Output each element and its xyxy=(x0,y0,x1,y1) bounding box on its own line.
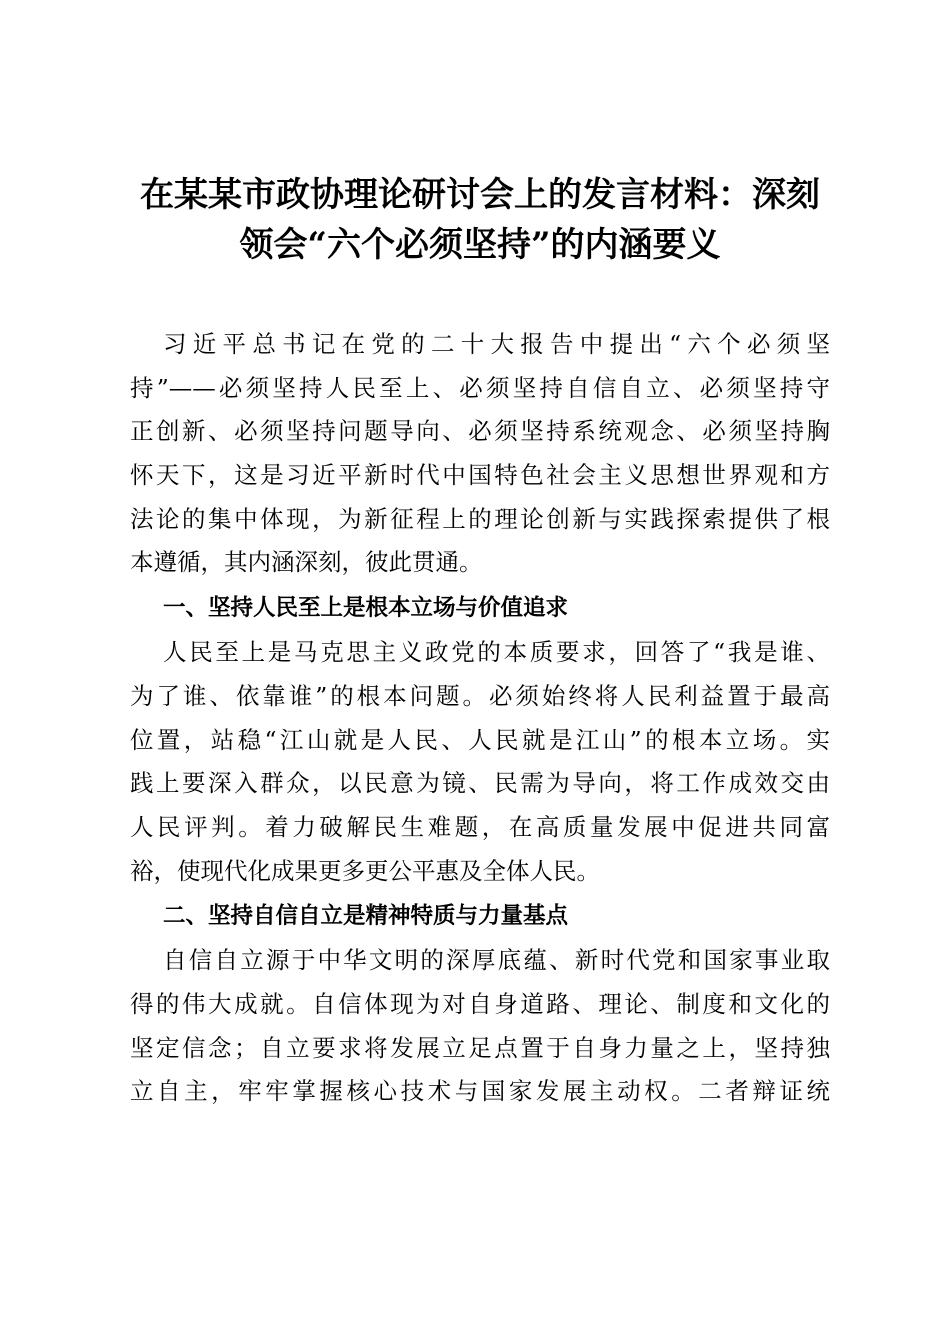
paragraph xyxy=(130,631,830,893)
text-line: 位置，站稳“江山就是人民、人民就是江山”的根本立场。实 xyxy=(130,725,830,754)
text-line: 人民评判。着力破解民生难题，在高质量发展中促进共同富 xyxy=(130,812,830,841)
text-line: 一、坚持人民至上是根本立场与价值追求 xyxy=(163,595,569,622)
text-line: 为了谁、依靠谁”的根本问题。必须始终将人民利益置于最高 xyxy=(130,681,830,710)
text-line: 习近平总书记在党的二十大报告中提出“六个必须坚 xyxy=(163,330,830,358)
text-line: 践上要深入群众，以民意为镜、民需为导向，将工作成效交由 xyxy=(130,769,830,798)
text-line: 本遵循，其内涵深刻，彼此贯通。 xyxy=(130,548,483,577)
text-line: 自信自立源于中华文明的深厚底蕴、新时代党和国家事业取 xyxy=(163,946,830,975)
text-line: 正创新、必须坚持问题导向、必须坚持系统观念、必须坚持胸 xyxy=(130,417,830,446)
text-line: 怀天下，这是习近平新时代中国特色社会主义思想世界观和方 xyxy=(130,461,830,490)
text-line: 持”——必须坚持人民至上、必须坚持自信自立、必须坚持守 xyxy=(130,373,830,402)
document-title xyxy=(120,170,840,270)
text-line: 坚定信念；自立要求将发展立足点置于自身力量之上，坚持独 xyxy=(130,1033,830,1062)
section-heading xyxy=(130,585,830,631)
text-line: 立自主，牢牢掌握核心技术与国家发展主动权。二者辩证统 xyxy=(130,1077,830,1106)
title-line-2: 领会“六个必须坚持”的内涵要义 xyxy=(239,225,721,265)
title-line-1: 在某某市政协理论研讨会上的发言材料：深刻 xyxy=(140,175,820,215)
paragraph xyxy=(130,939,830,1114)
section-heading xyxy=(130,893,830,939)
document-body xyxy=(130,323,830,1114)
text-line: 二、坚持自信自立是精神特质与力量基点 xyxy=(163,903,569,930)
paragraph xyxy=(130,323,830,585)
text-line: 人民至上是马克思主义政党的本质要求，回答了“我是谁、 xyxy=(163,638,830,667)
text-line: 裕，使现代化成果更多更公平惠及全体人民。 xyxy=(130,856,600,885)
text-line: 得的伟大成就。自信体现为对自身道路、理论、制度和文化的 xyxy=(130,989,830,1018)
text-line: 法论的集中体现，为新征程上的理论创新与实践探索提供了根 xyxy=(130,504,830,533)
